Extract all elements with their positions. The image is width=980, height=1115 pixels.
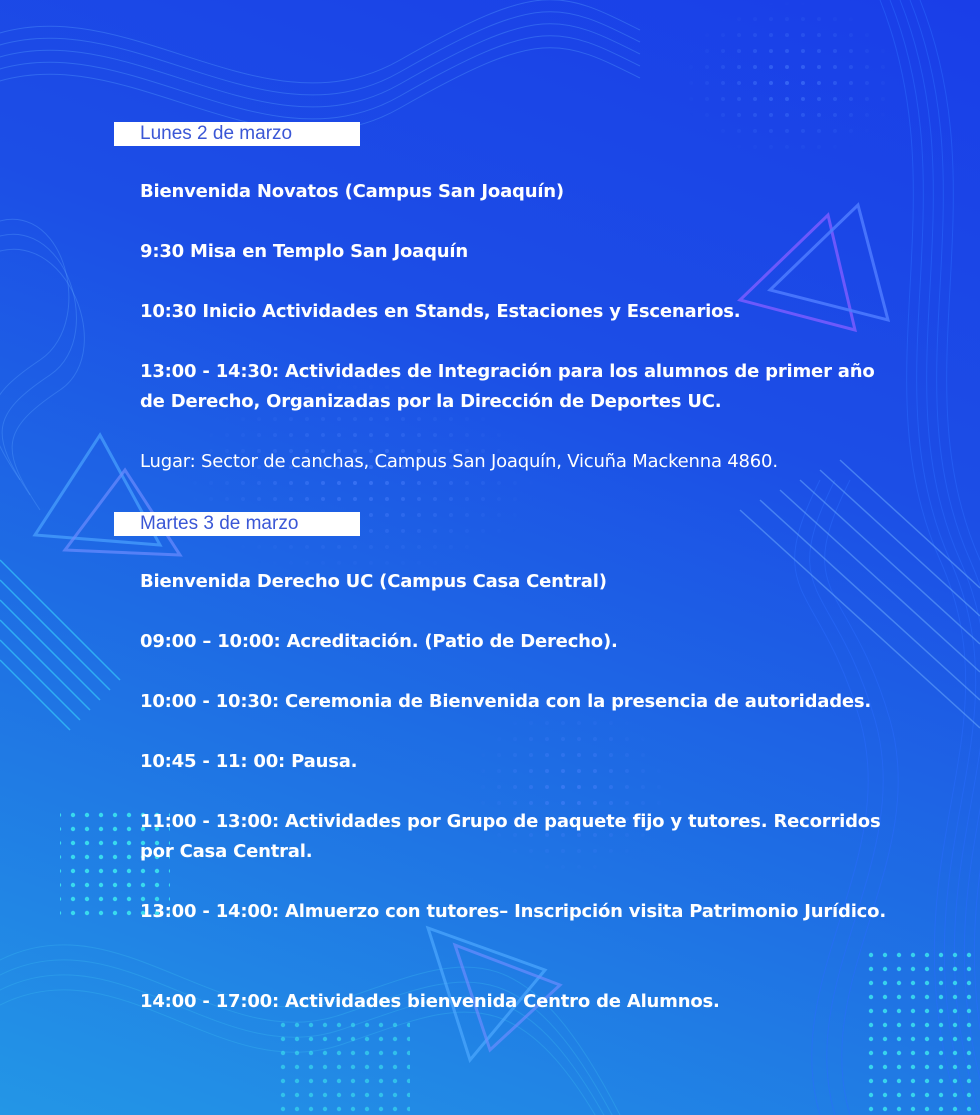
day-label-tuesday: Martes 3 de marzo (114, 512, 360, 536)
event-item: 10:00 - 10:30: Ceremonia de Bienvenida con la presencia de autoridades. (140, 691, 872, 712)
event-item: 13:00 - 14:00: Almuerzo con tutores– Inscripción visita Patrimonio Jurídico. (140, 901, 886, 922)
event-item: 14:00 - 17:00: Actividades bienvenida Centro de Alumnos. (140, 991, 720, 1012)
event-item: 13:00 - 14:30: Actividades de Integración para los alumnos de primer año de Derecho, Organizadas por la Dirección de Deportes UC. (140, 361, 875, 412)
event-item: 10:45 - 11: 00: Pausa. (140, 751, 358, 772)
event-item: 09:00 – 10:00: Acreditación. (Patio de Derecho). (140, 631, 618, 652)
day-label-monday: Lunes 2 de marzo (114, 122, 360, 146)
event-item: 11:00 - 13:00: Actividades por Grupo de paquete fijo y tutores. Recorridos por Casa Central. (140, 811, 881, 862)
event-item: 9:30 Misa en Templo San Joaquín (140, 241, 468, 262)
event-title-monday: Bienvenida Novatos (Campus San Joaquín) (140, 181, 564, 202)
event-location: Lugar: Sector de canchas, Campus San Joaquín, Vicuña Mackenna 4860. (140, 451, 778, 472)
event-title-tuesday: Bienvenida Derecho UC (Campus Casa Central) (140, 571, 607, 592)
event-item: 10:30 Inicio Actividades en Stands, Estaciones y Escenarios. (140, 301, 741, 322)
